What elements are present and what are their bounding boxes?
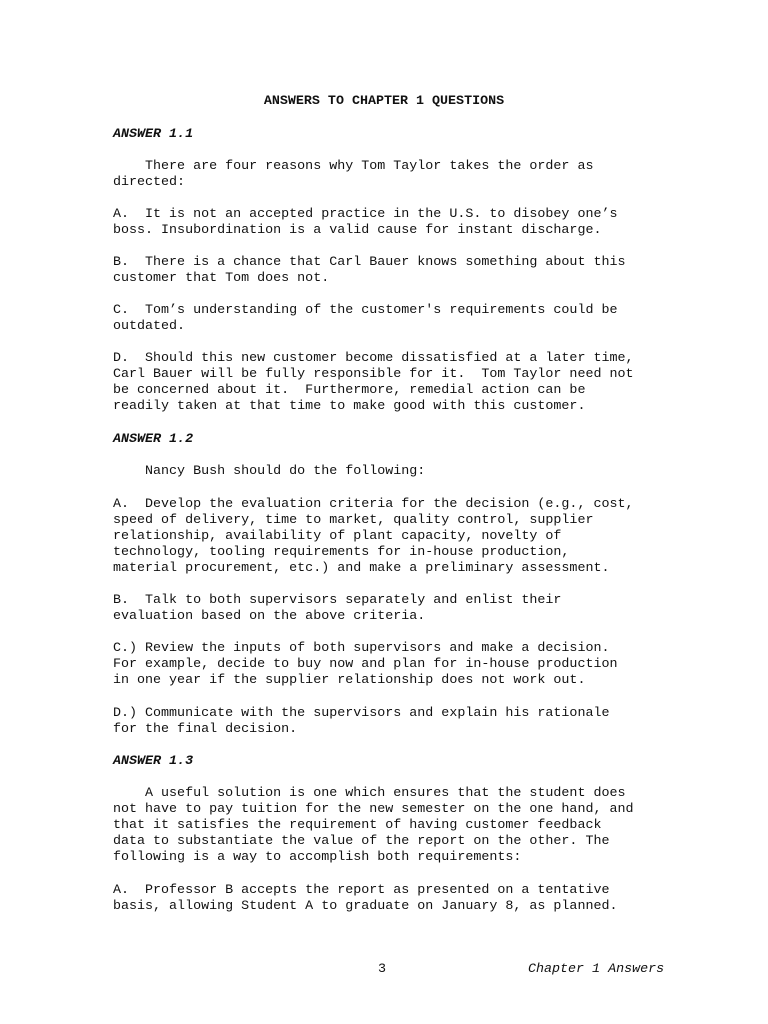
- answer-1-3-intro: A useful solution is one which ensures that the student does not have to pay tuition for the new semester on the one hand, and that it satisfies the requirement of having customer feedback data to substantiate the value of the report on the other. The following is a way to accomplish both requirements:: [113, 786, 634, 866]
- answer-1-1-intro: There are four reasons why Tom Taylor takes the order as directed:: [113, 159, 594, 191]
- answer-1-2-intro: Nancy Bush should do the following:: [113, 464, 426, 479]
- answer-1-1-heading: ANSWER 1.1: [113, 127, 194, 142]
- answer-1-2-item-a: A. Develop the evaluation criteria for the decision (e.g., cost, speed of delivery, time to market, quality control, supplier relationship, availability of plant capacity, novelty of technology, tooling requirements for in-house production, material procurement, etc.) and make a preliminary assessment.: [113, 497, 634, 577]
- page-title: ANSWERS TO CHAPTER 1 QUESTIONS: [263, 94, 505, 109]
- answer-1-3-item-a: A. Professor B accepts the report as presented on a tentative basis, allowing Student A to graduate on January 8, as planned.: [113, 883, 618, 915]
- answer-1-1-item-a: A. It is not an accepted practice in the U.S. to disobey one’s boss. Insubordination is a valid cause for instant discharge.: [113, 207, 618, 239]
- running-footer-title: Chapter 1 Answers: [528, 962, 665, 977]
- answer-1-3-heading: ANSWER 1.3: [113, 754, 194, 769]
- answer-1-1-item-c: C. Tom’s understanding of the customer's requirements could be outdated.: [113, 303, 618, 335]
- answer-1-1-item-d: D. Should this new customer become dissatisfied at a later time, Carl Bauer will be fully responsible for it. Tom Taylor need not be concerned about it. Furthermore, remedial action can be readily taken at that time to make good with this customer.: [113, 351, 634, 415]
- page-number: 3: [378, 962, 387, 977]
- answer-1-2-item-c: C.) Review the inputs of both supervisors and make a decision. For example, decide to buy now and plan for in-house production in one year if the supplier relationship does not work out.: [113, 641, 618, 689]
- answer-1-2-item-d: D.) Communicate with the supervisors and explain his rationale for the final decision.: [113, 706, 610, 738]
- answer-1-1-item-b: B. There is a chance that Carl Bauer knows something about this customer that Tom does not.: [113, 255, 626, 287]
- answer-1-2-heading: ANSWER 1.2: [113, 432, 194, 447]
- answer-1-2-item-b: B. Talk to both supervisors separately and enlist their evaluation based on the above criteria.: [113, 593, 562, 625]
